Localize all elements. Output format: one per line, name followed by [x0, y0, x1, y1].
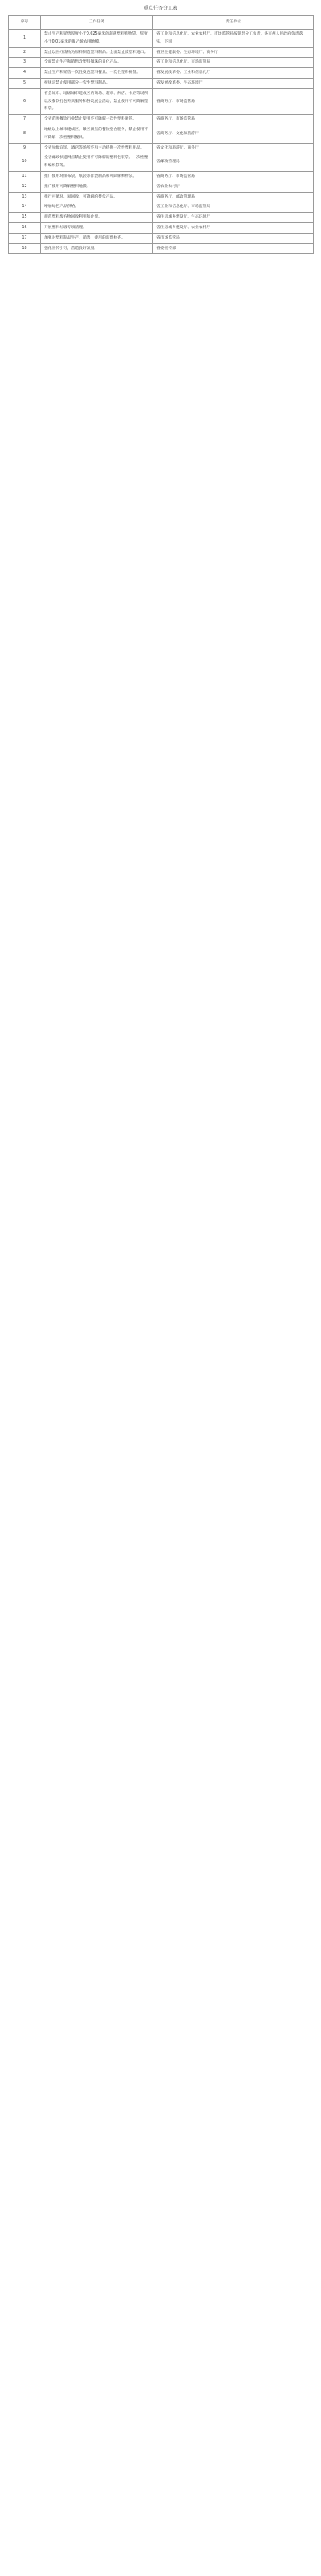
col-header-no: 序号 [9, 16, 41, 30]
table-row [9, 143, 314, 153]
row-task: 禁止以医疗废物为原料制造塑料制品；全面禁止废塑料进口。 [41, 47, 153, 58]
row-department: 省住房城乡建设厅、生态环境厅 [153, 213, 314, 223]
row-task: 地级以上城市建成区、景区景点的餐饮堂食服务，禁止使用不可降解一次性塑料餐具。 [41, 125, 153, 143]
row-task: 全省范围餐饮行业禁止使用不可降解一次性塑料吸管。 [41, 115, 153, 125]
row-number: 14 [9, 202, 41, 213]
row-department: 省住房城乡建设厅、农业农村厅 [153, 222, 314, 233]
row-department: 省工业和信息化厅、农业农村厅、市场监管局按职责分工负责，各市州人民政府负责落实，下同 [153, 30, 314, 48]
table-row [9, 30, 314, 48]
row-department: 省工业和信息化厅、市场监管局 [153, 202, 314, 213]
table-row [9, 125, 314, 143]
row-task: 按规定禁止使用部分一次性塑料制品。 [41, 78, 153, 88]
table-row [9, 115, 314, 125]
row-department: 省委宣传部 [153, 243, 314, 254]
row-number: 1 [9, 30, 41, 48]
page-title: 重点任务分工表 [143, 6, 177, 11]
row-number: 2 [9, 47, 41, 58]
row-number: 4 [9, 68, 41, 79]
table-row [9, 78, 314, 88]
table-row [9, 68, 314, 79]
row-department: 省商务厅、邮政管理局 [153, 192, 314, 202]
table-header [9, 16, 314, 30]
table-row [9, 88, 314, 114]
table-row [9, 58, 314, 68]
table-row [9, 222, 314, 233]
row-department: 省邮政管理局 [153, 153, 314, 172]
table-row [9, 192, 314, 202]
row-number: 18 [9, 243, 41, 254]
row-task: 加强对塑料制品生产、销售、使用的监督检查。 [41, 233, 153, 243]
row-department: 省卫生健康委、生态环境厅、商务厅 [153, 47, 314, 58]
row-task: 强化宣传引导，营造良好氛围。 [41, 243, 153, 254]
table-row [9, 243, 314, 254]
row-task: 规范塑料废弃物回收利用和处置。 [41, 213, 153, 223]
col-header-task: 工作任务 [41, 16, 153, 30]
table-row [9, 153, 314, 172]
header-row [9, 16, 314, 30]
row-number: 5 [9, 78, 41, 88]
table-row [9, 171, 314, 182]
task-table [8, 15, 314, 254]
table-body [9, 30, 314, 254]
row-number: 7 [9, 115, 41, 125]
row-department: 省农业农村厅 [153, 182, 314, 192]
col-header-dept: 责任单位 [153, 16, 314, 30]
row-number: 13 [9, 192, 41, 202]
table-row [9, 202, 314, 213]
table-row [9, 182, 314, 192]
table-row [9, 213, 314, 223]
row-department: 省文化和旅游厅、商务厅 [153, 143, 314, 153]
row-task: 推广使用环保布袋、纸袋等非塑制品和可降解购物袋。 [41, 171, 153, 182]
row-task: 开展塑料垃圾专项清理。 [41, 222, 153, 233]
row-department: 省商务厅、文化和旅游厅 [153, 125, 314, 143]
row-task: 禁止生产和销售厚度小于0.025毫米的超薄塑料购物袋、厚度小于0.01毫米的聚乙烯农用地膜。 [41, 30, 153, 48]
table-row [9, 47, 314, 58]
row-department: 省市场监管局 [153, 233, 314, 243]
row-department: 省工业和信息化厅、市场监管局 [153, 58, 314, 68]
row-number: 9 [9, 143, 41, 153]
row-task: 增加绿色产品供给。 [41, 202, 153, 213]
row-task: 省会城市、地级城市建成区的商场、超市、药店、书店等场所以及餐饮打包外卖服务和各类展会活动，禁止使用不可降解塑料袋。 [41, 88, 153, 114]
row-department: 省发展改革委、工业和信息化厅 [153, 68, 314, 79]
row-department: 省商务厅、市场监管局 [153, 88, 314, 114]
row-number: 16 [9, 222, 41, 233]
row-task: 禁止生产和销售一次性发泡塑料餐具、一次性塑料棉签。 [41, 68, 153, 79]
row-number: 11 [9, 171, 41, 182]
row-task: 全面禁止生产和销售含塑料微珠的日化产品。 [41, 58, 153, 68]
row-department: 省发展改革委、生态环境厅 [153, 78, 314, 88]
row-number: 8 [9, 125, 41, 143]
row-number: 17 [9, 233, 41, 243]
row-department: 省商务厅、市场监管局 [153, 115, 314, 125]
row-task: 推行可循环、易回收、可降解的替代产品。 [41, 192, 153, 202]
row-number: 12 [9, 182, 41, 192]
row-number: 6 [9, 88, 41, 114]
table-row [9, 233, 314, 243]
row-number: 15 [9, 213, 41, 223]
row-number: 3 [9, 58, 41, 68]
row-task: 全省星级宾馆、酒店等场所不再主动提供一次性塑料用品。 [41, 143, 153, 153]
row-department: 省商务厅、市场监管局 [153, 171, 314, 182]
row-task: 推广使用可降解塑料地膜。 [41, 182, 153, 192]
row-task: 全省邮政快递网点禁止使用不可降解的塑料包装袋、一次性塑料编织袋等。 [41, 153, 153, 172]
row-number: 10 [9, 153, 41, 172]
